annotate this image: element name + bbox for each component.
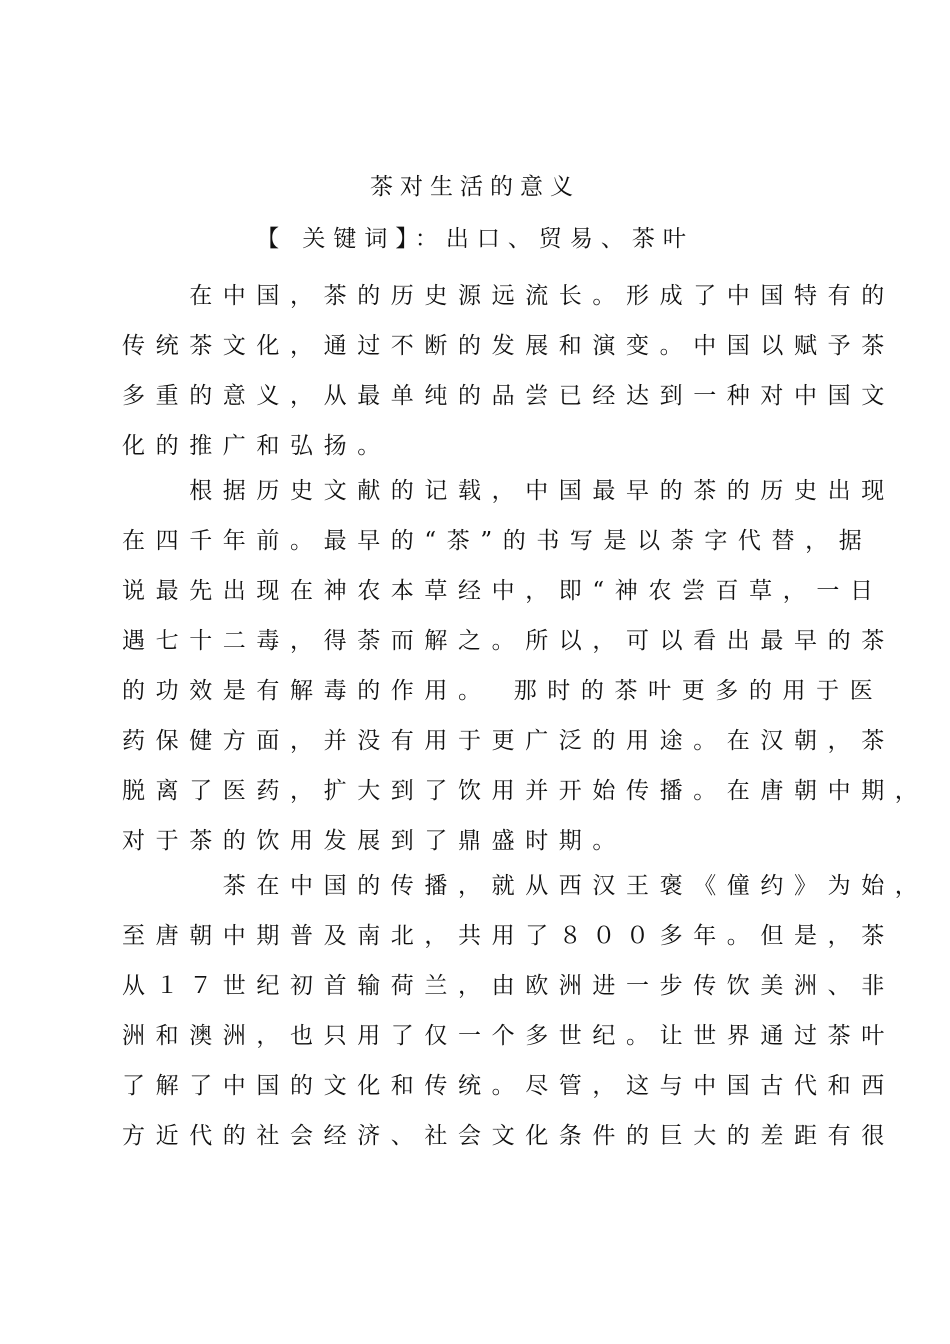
paragraph-line: 茶在中国的传播，就从西汉王褒《僮约》为始， xyxy=(122,873,929,899)
paragraph-line: 遇七十二毒，得荼而解之。所以，可以看出最早的茶 xyxy=(122,628,895,654)
paragraph-line: 在中国，茶的历史源远流长。形成了中国特有的 xyxy=(122,283,895,309)
paragraph-1 xyxy=(122,271,895,471)
keywords-line xyxy=(0,224,950,254)
paragraph-line: 洲和澳洲，也只用了仅一个多世纪。让世界通过茶叶 xyxy=(122,1023,895,1049)
paragraph-line: 在四千年前。最早的“茶”的书写是以荼字代替，据 xyxy=(122,528,873,554)
paragraph-line: 从１７世纪初首输荷兰，由欧洲进一步传饮美洲、非 xyxy=(122,973,895,999)
paragraph-line: 多重的意义，从最单纯的品尝已经达到一种对中国文 xyxy=(122,383,895,409)
paragraph-3 xyxy=(122,861,929,1161)
keywords-label: 【 关键词】： xyxy=(256,226,446,252)
document-title: 茶对生活的意义 xyxy=(370,174,580,200)
paragraph-line: 的功效是有解毒的作用。 那时的茶叶更多的用于医 xyxy=(122,678,884,704)
paragraph-line: 方近代的社会经济、社会文化条件的巨大的差距有很 xyxy=(122,1123,895,1149)
paragraph-2 xyxy=(122,466,929,866)
paragraph-line: 了解了中国的文化和传统。尽管，这与中国古代和西 xyxy=(122,1073,895,1099)
paragraph-line: 至唐朝中期普及南北，共用了８００多年。但是，茶 xyxy=(122,923,895,949)
paragraph-line: 说最先出现在神农本草经中，即“神农尝百草，一日 xyxy=(122,578,884,604)
paragraph-line: 脱离了医药，扩大到了饮用并开始传播。在唐朝中期， xyxy=(122,778,929,804)
paragraph-line: 对于茶的饮用发展到了鼎盛时期。 xyxy=(122,828,626,854)
keywords-value: 出口、贸易、茶叶 xyxy=(445,226,694,252)
paragraph-line: 传统茶文化，通过不断的发展和演变。中国以赋予茶 xyxy=(122,333,895,359)
paragraph-line: 药保健方面，并没有用于更广泛的用途。在汉朝，茶 xyxy=(122,728,895,754)
paragraph-line: 化的推广和弘扬。 xyxy=(122,433,391,459)
paragraph-line: 根据历史文献的记载，中国最早的茶的历史出现 xyxy=(122,478,895,504)
